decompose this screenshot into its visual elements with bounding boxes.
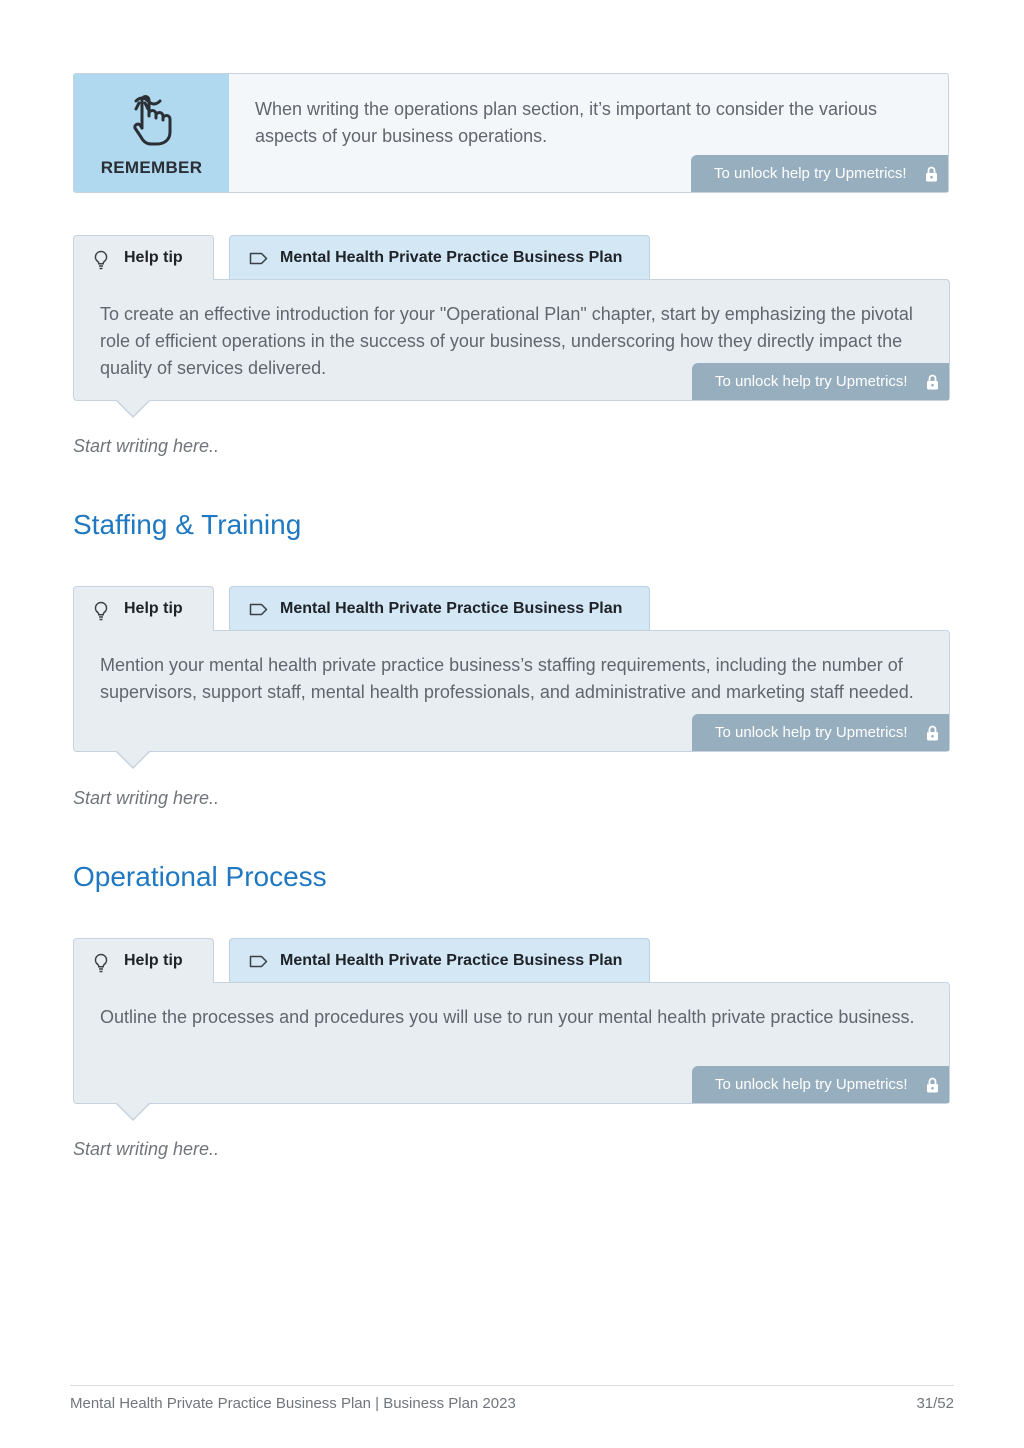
tab-business-plan[interactable] [229, 235, 650, 279]
unlock-label: To unlock help try Upmetrics! [714, 165, 907, 182]
tab-help-tip-label: Help tip [124, 249, 183, 266]
tab-help-tip[interactable] [73, 235, 214, 280]
help-tip-text: Outline the processes and procedures you will use to run your mental health private practice business. [100, 1007, 915, 1027]
tab-business-plan[interactable] [229, 586, 650, 630]
tab-help-tip-label: Help tip [124, 600, 183, 617]
footer-page-number: 31/52 [916, 1395, 954, 1412]
remember-badge [74, 74, 229, 192]
section-heading-staffing: Staffing & Training [73, 509, 302, 540]
callout-pointer [115, 1103, 151, 1121]
footer-document-title: Mental Health Private Practice Business Plan | Business Plan 2023 [70, 1395, 516, 1412]
remember-label: REMEMBER [100, 158, 203, 177]
help-tip-text: To create an effective introduction for your "Operational Plan" chapter, start by emphasizing the pivotal role of efficient operations in the success of your business, underscoring how they directly impact the quality of services delivered. [100, 304, 913, 378]
unlock-label: To unlock help try Upmetrics! [715, 373, 908, 390]
help-tip-text: Mention your mental health private practice business’s staffing requirements, including the number of supervisors, support staff, mental health professionals, and administrative and marketing staff needed. [100, 655, 914, 702]
remember-callout [73, 73, 949, 193]
callout-pointer [115, 751, 151, 769]
help-tip-body [73, 630, 950, 752]
tab-help-tip[interactable] [73, 938, 214, 983]
tab-help-tip[interactable] [73, 586, 214, 631]
unlock-button[interactable] [691, 155, 948, 192]
tag-icon [249, 252, 268, 265]
start-writing-placeholder[interactable]: Start writing here.. [73, 788, 220, 808]
start-writing-placeholder[interactable]: Start writing here.. [73, 436, 220, 456]
callout-pointer [115, 400, 151, 418]
help-tip-body [73, 982, 950, 1104]
footer-divider [70, 1385, 954, 1386]
lock-icon [926, 1077, 939, 1093]
tab-business-plan-label: Mental Health Private Practice Business Plan [280, 600, 623, 617]
tab-business-plan-label: Mental Health Private Practice Business Plan [280, 952, 623, 969]
section-heading-operational-process: Operational Process [73, 861, 327, 892]
tab-help-tip-label: Help tip [124, 952, 183, 969]
unlock-button[interactable] [692, 1066, 949, 1103]
remember-text: When writing the operations plan section, it’s important to consider the various aspects of your business operations. [255, 99, 877, 146]
unlock-label: To unlock help try Upmetrics! [715, 1076, 908, 1093]
lightbulb-icon [94, 250, 108, 270]
lock-icon [926, 725, 939, 741]
unlock-button[interactable] [692, 363, 949, 400]
tab-business-plan[interactable] [229, 938, 650, 982]
tag-icon [249, 603, 268, 616]
lock-icon [925, 166, 938, 182]
unlock-button[interactable] [692, 714, 949, 751]
start-writing-placeholder[interactable]: Start writing here.. [73, 1139, 220, 1159]
finger-string-icon [127, 92, 175, 146]
help-tip-body [73, 279, 950, 401]
tab-business-plan-label: Mental Health Private Practice Business Plan [280, 249, 623, 266]
lightbulb-icon [94, 953, 108, 973]
tag-icon [249, 955, 268, 968]
lock-icon [926, 374, 939, 390]
lightbulb-icon [94, 601, 108, 621]
unlock-label: To unlock help try Upmetrics! [715, 724, 908, 741]
